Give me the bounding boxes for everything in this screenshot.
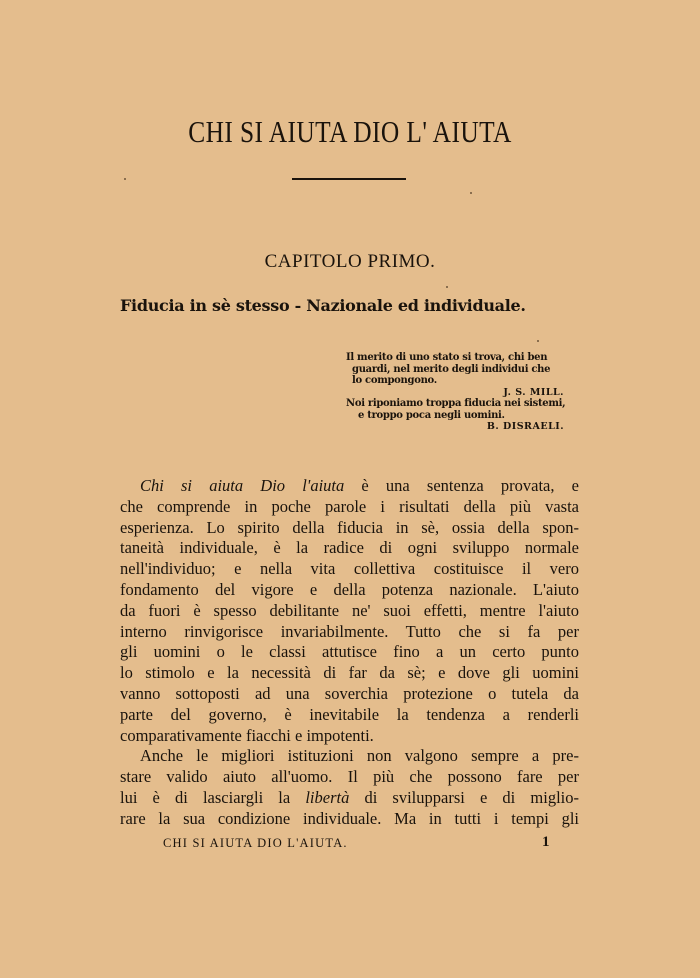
text-line: gli uomini o le classi attutisce fino a un certo punto <box>120 642 579 662</box>
text-line: stare valido aiuto all'uomo. Il più che possono fare per <box>120 767 579 787</box>
epigraph-author: B. DISRAELI. <box>486 421 564 432</box>
text-line: comparativamente fiacchi e impotenti. <box>120 725 374 745</box>
text-line: che comprende in poche parole i risultati della più vasta <box>120 496 579 516</box>
text-line: interno rinvigorisce invariabilmente. Tutto che si fa per <box>120 621 579 641</box>
text-line: vanno sottoposti ad una soverchia protezione o tutela da <box>120 683 579 703</box>
text-line: esperienza. Lo spirito della fiducia in sè, ossia della spon- <box>120 517 579 537</box>
text-fragment: è una sentenza provata, e <box>344 476 579 495</box>
paper-speck <box>470 192 472 194</box>
text-fragment: di svilupparsi e di miglio- <box>349 787 579 807</box>
text-line <box>120 476 579 497</box>
paper-speck <box>537 340 539 342</box>
running-footer: CHI SI AIUTA DIO L'AIUTA. <box>163 836 348 850</box>
chapter-heading: CAPITOLO PRIMO. <box>264 251 436 272</box>
text-line: parte del governo, è inevitabile la tendenza a renderli <box>120 704 579 724</box>
chapter-subtitle: Fiducia in sè stesso - Nazionale ed individuale. <box>120 296 526 315</box>
signature-mark: 1 <box>542 834 550 850</box>
text-line: rare la sua condizione individuale. Ma in tutti i tempi gli <box>120 808 579 828</box>
paper-speck <box>124 178 126 180</box>
epigraph-line: lo compongono. <box>352 375 437 386</box>
text-line: da fuori è spesso debilitante ne' suoi effetti, mentre l'aiuto <box>120 600 579 620</box>
text-line: lo stimolo e la necessità di far da sè; e dove gli uomini <box>120 663 579 683</box>
page-title: CHI SI AIUTA DIO L' AIUTA <box>188 114 512 149</box>
text-line: Anche le migliori istituzioni non valgono sempre a pre- <box>140 746 579 766</box>
epigraph-author: J. S. MILL. <box>503 386 564 398</box>
text-fragment: lui è di lasciargli la <box>120 787 306 807</box>
epigraph-block <box>346 352 586 433</box>
text-line <box>120 788 579 809</box>
italic-phrase: Chi si aiuta Dio l'aiuta <box>140 476 345 495</box>
text-line: fondamento del vigore e della potenza nazionale. L'aiuto <box>120 579 579 599</box>
epigraph-line: guardi, nel merito degli individui che <box>352 363 551 375</box>
epigraph-line: Il merito di uno stato si trova, chi ben <box>346 352 548 363</box>
italic-word: libertà <box>305 787 350 807</box>
epigraph-line: e troppo poca negli uomini. <box>358 409 505 421</box>
text-line: nell'individuo; e nella vita collettiva costituisce il vero <box>120 559 579 579</box>
paper-speck <box>446 286 448 288</box>
body-text <box>120 476 579 830</box>
title-rule <box>292 178 406 180</box>
epigraph-line: Noi riponiamo troppa fiducia nei sistemi, <box>346 398 566 409</box>
text-line: taneità individuale, è la radice di ogni sviluppo normale <box>120 538 579 558</box>
